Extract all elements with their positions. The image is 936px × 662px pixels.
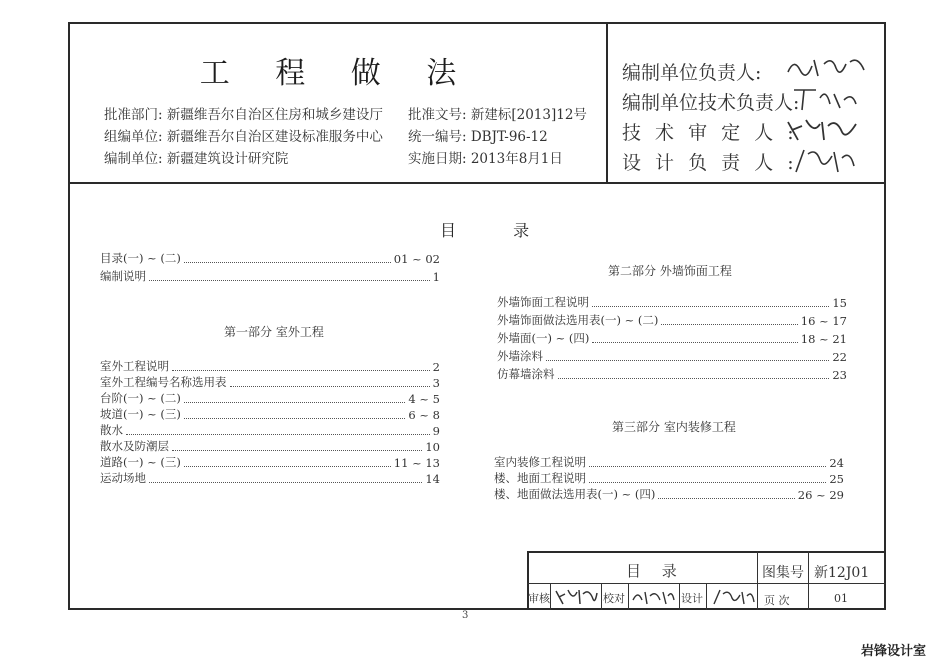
header-divider: [606, 22, 608, 184]
title-block-vline: [628, 584, 629, 610]
title-block-vline: [601, 584, 602, 610]
signature-design: [710, 586, 756, 606]
toc-item: 楼、地面工程说明 25: [494, 471, 844, 486]
atlas-no: 新12J01: [814, 565, 870, 581]
page-number: 3: [462, 610, 469, 621]
sig-label-designer: 设 计 负 责 人 :: [622, 152, 798, 174]
toc-item: 室内装修工程说明 24: [494, 455, 844, 470]
signature-tech-head: [790, 84, 860, 114]
signature-unit-head: [784, 52, 868, 82]
title-block-name: 目 录: [626, 562, 685, 580]
toc-title: 目 录: [440, 221, 556, 240]
signature-designer: [790, 144, 860, 176]
toc-item: 编制说明 1: [100, 269, 440, 284]
watermark: 岩锋设计室: [860, 644, 926, 659]
page-no: 01: [834, 592, 848, 605]
toc-item: 道路(一) ~ (三) 11 ~ 13: [100, 455, 440, 470]
title-block-vline: [679, 584, 680, 610]
effective-date: 实施日期: 2013年8月1日: [408, 151, 563, 167]
toc-item: 台阶(一) ~ (二) 4 ~ 5: [100, 391, 440, 406]
toc-item: 散水及防潮层 10: [100, 439, 440, 454]
compile-unit: 组编单位: 新疆维吾尔自治区建设标准服务中心: [104, 129, 383, 145]
toc-item: 外墙饰面工程说明 15: [497, 295, 847, 310]
review-label: 审核: [528, 592, 550, 605]
sig-label-unit-head: 编制单位负责人:: [622, 62, 762, 84]
toc-item: 外墙涂料 22: [497, 349, 847, 364]
main-title: 工 程 做 法: [199, 56, 475, 91]
page-label: 页 次: [764, 594, 790, 607]
signature-check: [630, 586, 676, 606]
title-block-vline: [706, 584, 707, 610]
toc-item: 仿幕墙涂料 23: [497, 367, 847, 382]
toc-item: 室外工程编号名称选用表 3: [100, 375, 440, 390]
part1-heading: 第一部分 室外工程: [224, 325, 324, 339]
part2-heading: 第二部分 外墙饰面工程: [608, 264, 732, 278]
sig-label-tech-head: 编制单位技术负责人:: [622, 92, 800, 114]
signature-review: [553, 585, 599, 607]
unified-no: 统一编号: DBJT-96-12: [408, 129, 548, 145]
design-label: 设计: [681, 592, 703, 605]
approval-no: 批准文号: 新建标[2013]12号: [408, 107, 587, 123]
toc-item: 运动场地 14: [100, 471, 440, 486]
check-label: 校对: [603, 592, 625, 605]
sig-label-reviewer: 技 术 审 定 人 :: [622, 122, 798, 144]
signature-reviewer: [784, 114, 864, 144]
toc-item: 室外工程说明 2: [100, 359, 440, 374]
toc-item: 散水 9: [100, 423, 440, 438]
title-block-vline: [550, 584, 551, 610]
part3-heading: 第三部分 室内装修工程: [612, 420, 736, 434]
approval-dept: 批准部门: 新疆维吾尔自治区住房和城乡建设厅: [104, 107, 383, 123]
toc-item: 外墙饰面做法选用表(一) ~ (二) 16 ~ 17: [497, 313, 847, 328]
title-block-vline: [757, 551, 758, 610]
title-block-vline: [808, 551, 809, 610]
toc-item: 楼、地面做法选用表(一) ~ (四) 26 ~ 29: [494, 487, 844, 502]
edit-unit: 编制单位: 新疆建筑设计研究院: [104, 151, 289, 167]
toc-item: 外墙面(一) ~ (四) 18 ~ 21: [497, 331, 847, 346]
toc-item: 目录(一) ~ (二) 01 ~ 02: [100, 251, 440, 266]
toc-item: 坡道(一) ~ (三) 6 ~ 8: [100, 407, 440, 422]
atlas-label: 图集号: [762, 565, 804, 581]
